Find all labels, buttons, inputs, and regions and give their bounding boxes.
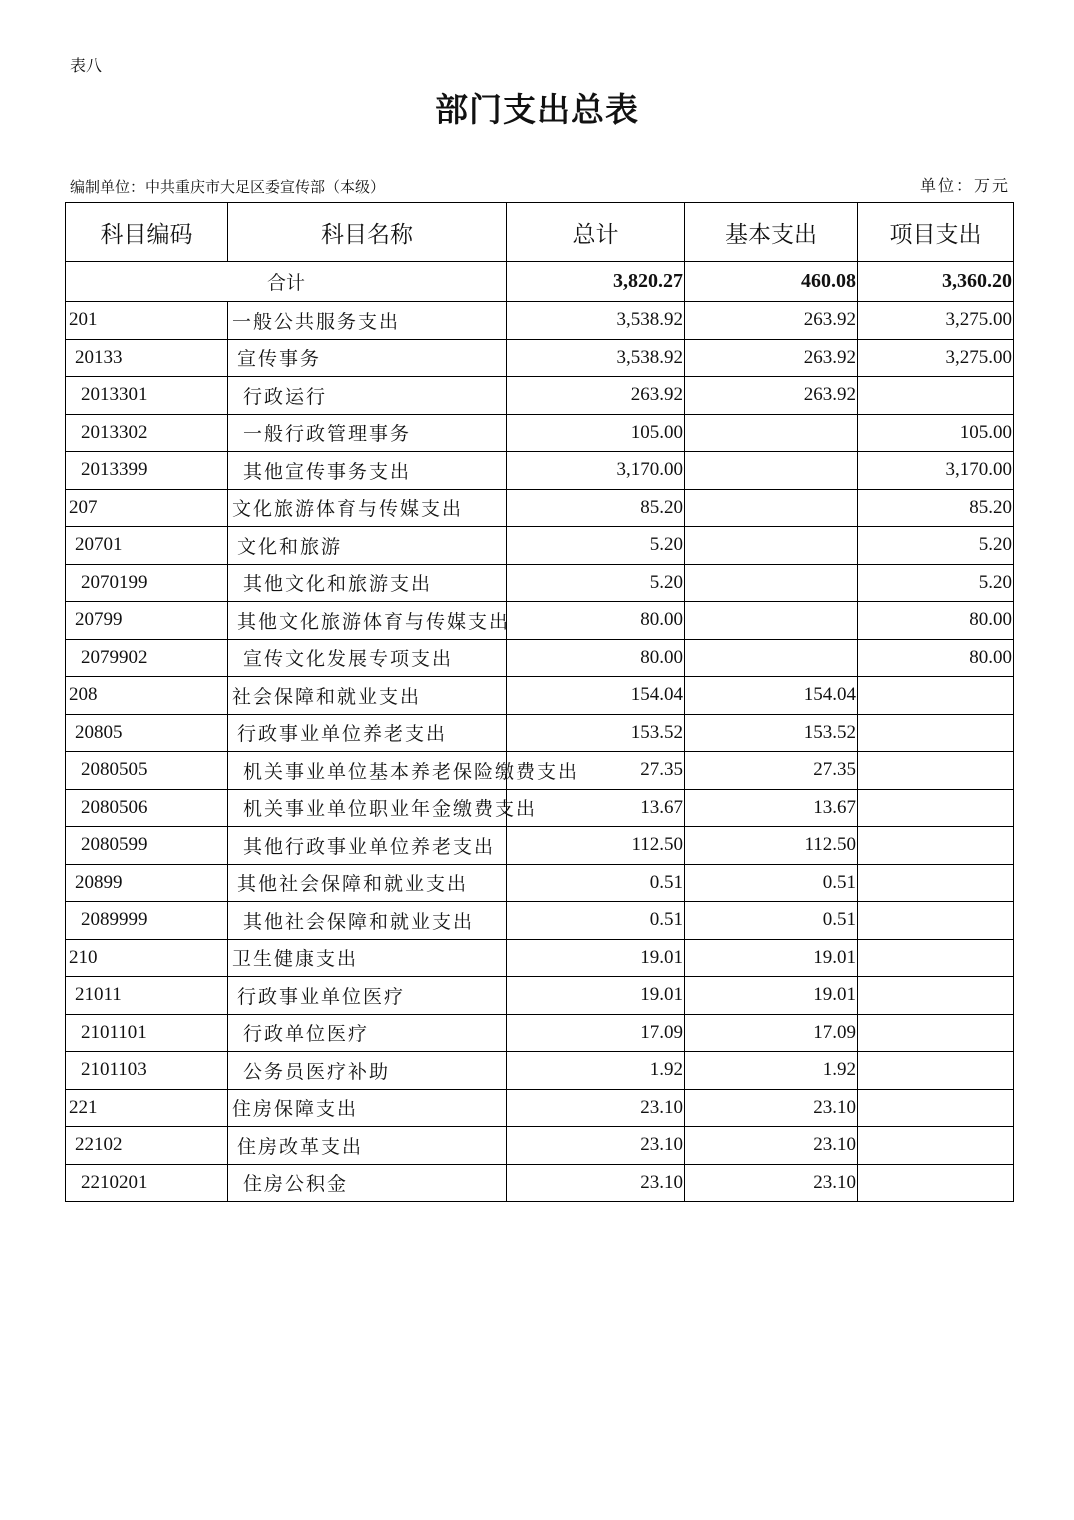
row-name: 住房保障支出: [228, 1089, 507, 1127]
row-basic: 1.92: [685, 1052, 858, 1090]
row-project: 5.20: [858, 564, 1014, 602]
table-row: [66, 602, 1014, 640]
row-name: 一般公共服务支出: [228, 302, 507, 340]
row-code: 2210201: [66, 1164, 228, 1202]
row-name: 其他文化旅游体育与传媒支出: [228, 602, 507, 640]
row-code: 2089999: [66, 902, 228, 940]
row-basic: 23.10: [685, 1089, 858, 1127]
row-total: 3,538.92: [507, 302, 685, 340]
row-project: [858, 752, 1014, 790]
row-project: 3,275.00: [858, 302, 1014, 340]
row-name: 行政事业单位医疗: [228, 977, 507, 1015]
row-code: 207: [66, 489, 228, 527]
row-project: [858, 714, 1014, 752]
row-code: 2101103: [66, 1052, 228, 1090]
row-code: 20899: [66, 864, 228, 902]
row-name: 文化旅游体育与传媒支出: [228, 489, 507, 527]
row-name: 社会保障和就业支出: [228, 677, 507, 715]
row-name: 其他社会保障和就业支出: [228, 864, 507, 902]
reporting-unit: 编制单位：中共重庆市大足区委宣传部（本级）: [70, 178, 386, 196]
row-code: 21011: [66, 977, 228, 1015]
row-code: 221: [66, 1089, 228, 1127]
row-code: 2080505: [66, 752, 228, 790]
col-header-project: 项目支出: [858, 203, 1014, 262]
col-header-total: 总计: [507, 203, 685, 262]
row-code: 2013302: [66, 414, 228, 452]
table-row: [66, 714, 1014, 752]
row-code: 2013399: [66, 452, 228, 490]
row-name: 其他行政事业单位养老支出: [228, 827, 507, 865]
row-project: 3,275.00: [858, 339, 1014, 377]
row-total: 105.00: [507, 414, 685, 452]
row-total: 0.51: [507, 864, 685, 902]
row-total: 5.20: [507, 564, 685, 602]
row-project: 80.00: [858, 639, 1014, 677]
row-project: 85.20: [858, 489, 1014, 527]
table-row: [66, 1127, 1014, 1165]
row-basic: 13.67: [685, 789, 858, 827]
table-row: [66, 339, 1014, 377]
row-project: [858, 677, 1014, 715]
col-header-basic: 基本支出: [685, 203, 858, 262]
row-code: 2080599: [66, 827, 228, 865]
row-project: [858, 902, 1014, 940]
row-basic: 0.51: [685, 902, 858, 940]
row-project: [858, 1052, 1014, 1090]
row-name: 宣传事务: [228, 339, 507, 377]
total-project: 3,360.20: [858, 262, 1014, 302]
row-basic: 112.50: [685, 827, 858, 865]
row-total: 17.09: [507, 1014, 685, 1052]
table-row: [66, 939, 1014, 977]
row-code: 201: [66, 302, 228, 340]
row-basic: 19.01: [685, 977, 858, 1015]
row-project: 5.20: [858, 527, 1014, 565]
row-project: 80.00: [858, 602, 1014, 640]
row-total: 0.51: [507, 902, 685, 940]
table-row: [66, 902, 1014, 940]
table-row: [66, 827, 1014, 865]
row-total: 85.20: [507, 489, 685, 527]
row-basic: 0.51: [685, 864, 858, 902]
row-basic: [685, 639, 858, 677]
table-row: [66, 452, 1014, 490]
table-label: 表八: [70, 56, 103, 75]
row-basic: 17.09: [685, 1014, 858, 1052]
row-code: 2070199: [66, 564, 228, 602]
row-basic: [685, 564, 858, 602]
row-total: 263.92: [507, 377, 685, 415]
row-total: 1.92: [507, 1052, 685, 1090]
row-project: [858, 1164, 1014, 1202]
row-total: 112.50: [507, 827, 685, 865]
row-project: [858, 1014, 1014, 1052]
total-basic: 460.08: [685, 262, 858, 302]
table-row: [66, 414, 1014, 452]
row-name: 住房改革支出: [228, 1127, 507, 1165]
row-name: 住房公积金: [228, 1164, 507, 1202]
row-name: 其他宣传事务支出: [228, 452, 507, 490]
row-name: 行政运行: [228, 377, 507, 415]
table-row: [66, 1052, 1014, 1090]
table-row: [66, 977, 1014, 1015]
row-project: [858, 939, 1014, 977]
col-header-name: 科目名称: [228, 203, 507, 262]
row-basic: 19.01: [685, 939, 858, 977]
total-label: 合计: [66, 262, 507, 302]
row-name: 行政事业单位养老支出: [228, 714, 507, 752]
row-code: 20799: [66, 602, 228, 640]
expenditure-table: [65, 202, 1014, 1202]
row-project: [858, 977, 1014, 1015]
row-total: 13.67: [507, 789, 685, 827]
page-title: 部门支出总表: [435, 90, 639, 129]
table-row: [66, 864, 1014, 902]
row-total: 23.10: [507, 1127, 685, 1165]
table-row: [66, 527, 1014, 565]
row-total: 80.00: [507, 602, 685, 640]
row-name: 其他文化和旅游支出: [228, 564, 507, 602]
row-total: 80.00: [507, 639, 685, 677]
row-project: [858, 1089, 1014, 1127]
table-row: [66, 639, 1014, 677]
row-basic: 263.92: [685, 377, 858, 415]
row-name: 公务员医疗补助: [228, 1052, 507, 1090]
row-name: 文化和旅游: [228, 527, 507, 565]
row-total: 19.01: [507, 977, 685, 1015]
row-basic: [685, 414, 858, 452]
row-basic: 23.10: [685, 1164, 858, 1202]
table-row: [66, 564, 1014, 602]
row-project: [858, 789, 1014, 827]
table-row: [66, 377, 1014, 415]
table-row: [66, 752, 1014, 790]
row-project: 105.00: [858, 414, 1014, 452]
table-row: [66, 1164, 1014, 1202]
row-project: 3,170.00: [858, 452, 1014, 490]
row-basic: 23.10: [685, 1127, 858, 1165]
row-total: 153.52: [507, 714, 685, 752]
row-project: [858, 827, 1014, 865]
row-code: 20133: [66, 339, 228, 377]
row-code: 2079902: [66, 639, 228, 677]
row-total: 19.01: [507, 939, 685, 977]
row-project: [858, 864, 1014, 902]
table-row: [66, 677, 1014, 715]
row-code: 208: [66, 677, 228, 715]
row-code: 20805: [66, 714, 228, 752]
row-total: 27.35: [507, 752, 685, 790]
table-row: [66, 1014, 1014, 1052]
total-sum: 3,820.27: [507, 262, 685, 302]
row-basic: [685, 602, 858, 640]
table-row: [66, 489, 1014, 527]
row-basic: 263.92: [685, 339, 858, 377]
col-header-code: 科目编码: [66, 203, 228, 262]
table-row: [66, 789, 1014, 827]
row-name: 卫生健康支出: [228, 939, 507, 977]
row-name: 机关事业单位职业年金缴费支出: [228, 789, 507, 827]
total-row: [66, 262, 1014, 302]
row-code: 20701: [66, 527, 228, 565]
row-basic: 153.52: [685, 714, 858, 752]
header-row: [66, 203, 1014, 262]
row-total: 23.10: [507, 1164, 685, 1202]
row-code: 2080506: [66, 789, 228, 827]
row-name: 宣传文化发展专项支出: [228, 639, 507, 677]
row-project: [858, 377, 1014, 415]
row-code: 2101101: [66, 1014, 228, 1052]
row-code: 22102: [66, 1127, 228, 1165]
row-total: 3,538.92: [507, 339, 685, 377]
row-name: 机关事业单位基本养老保险缴费支出: [228, 752, 507, 790]
row-total: 3,170.00: [507, 452, 685, 490]
currency-unit: 单位：万元: [919, 176, 1010, 195]
row-code: 2013301: [66, 377, 228, 415]
row-basic: [685, 489, 858, 527]
row-name: 其他社会保障和就业支出: [228, 902, 507, 940]
row-basic: 263.92: [685, 302, 858, 340]
table-row: [66, 1089, 1014, 1127]
row-total: 154.04: [507, 677, 685, 715]
row-basic: [685, 527, 858, 565]
row-name: 一般行政管理事务: [228, 414, 507, 452]
row-name: 行政单位医疗: [228, 1014, 507, 1052]
row-basic: [685, 452, 858, 490]
row-code: 210: [66, 939, 228, 977]
row-total: 5.20: [507, 527, 685, 565]
row-basic: 27.35: [685, 752, 858, 790]
row-project: [858, 1127, 1014, 1165]
row-basic: 154.04: [685, 677, 858, 715]
table-row: [66, 302, 1014, 340]
row-total: 23.10: [507, 1089, 685, 1127]
